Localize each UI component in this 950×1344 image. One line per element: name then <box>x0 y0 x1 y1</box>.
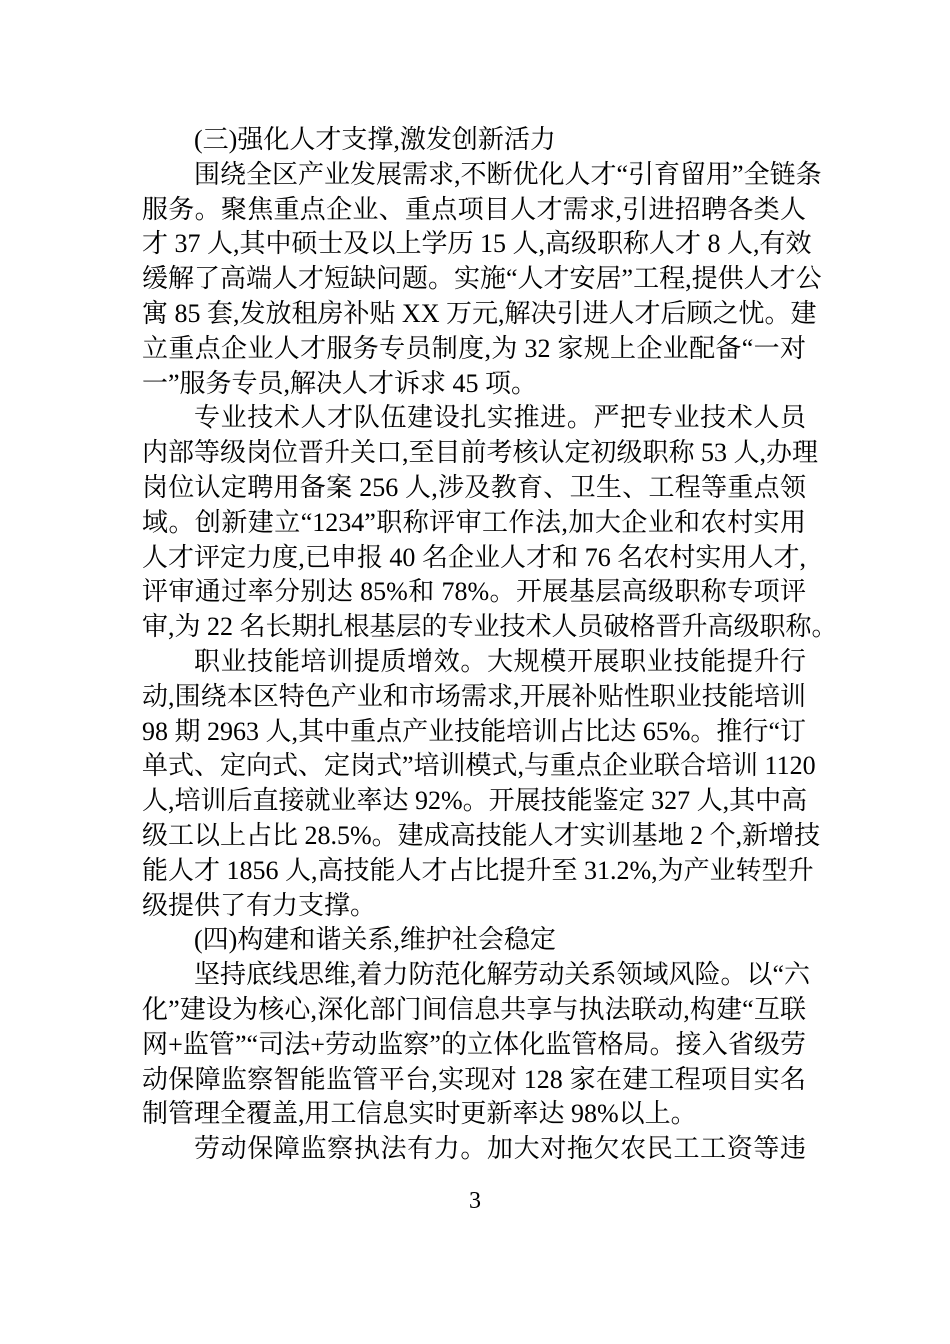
text-line: 审,为 22 名长期扎根基层的专业技术人员破格晋升高级职称。 <box>142 612 838 642</box>
text-line: 才 37 人,其中硕士及以上学历 15 人,高级职称人才 8 人,有效 <box>142 229 812 259</box>
text-line: 劳动保障监察执法有力。加大对拖欠农民工工资等违 <box>194 1134 806 1164</box>
text-line: 坚持底线思维,着力防范化解劳动关系领域风险。以“六 <box>194 960 811 990</box>
text-line: 域。创新建立“1234”职称评审工作法,加大企业和农村实用 <box>142 507 806 537</box>
text-line: 人才评定力度,已申报 40 名企业人才和 76 名农村实用人才, <box>142 542 806 572</box>
text-line: 岗位认定聘用备案 256 人,涉及教育、卫生、工程等重点领 <box>142 472 806 502</box>
text-line: 评审通过率分别达 85%和 78%。开展基层高级职称专项评 <box>142 577 806 607</box>
text-line: 立重点企业人才服务专员制度,为 32 家规上企业配备“一对 <box>142 333 806 363</box>
text-line: 职业技能培训提质增效。大规模开展职业技能提升行 <box>194 646 806 676</box>
document-body <box>142 123 838 1167</box>
page-number: 3 <box>469 1188 481 1214</box>
text-line: 寓 85 套,发放租房补贴 XX 万元,解决引进人才后顾之忧。建 <box>142 298 817 328</box>
text-line: (三)强化人才支撑,激发创新活力 <box>194 125 556 154</box>
text-line: (四)构建和谐关系,维护社会稳定 <box>194 925 556 955</box>
text-line: 专业技术人才队伍建设扎实推进。严把专业技术人员 <box>194 403 806 433</box>
text-line: 动保障监察智能监管平台,实现对 128 家在建工程项目实名 <box>142 1064 806 1094</box>
text-line: 98 期 2963 人,其中重点产业技能培训占比达 65%。推行“订 <box>142 716 806 746</box>
text-line: 服务。聚焦重点企业、重点项目人才需求,引进招聘各类人 <box>142 194 806 224</box>
text-line: 化”建设为核心,深化部门间信息共享与执法联动,构建“互联 <box>142 994 806 1024</box>
text-line: 单式、定向式、定岗式”培训模式,与重点企业联合培训 1120 <box>142 751 816 781</box>
text-line: 缓解了高端人才短缺问题。实施“人才安居”工程,提供人才公 <box>142 264 822 294</box>
text-line: 能人才 1856 人,高技能人才占比提升至 31.2%,为产业转型升 <box>142 855 814 885</box>
text-line: 人,培训后直接就业率达 92%。开展技能鉴定 327 人,其中高 <box>142 786 808 816</box>
text-line: 网+监管”“司法+劳动监察”的立体化监管格局。接入省级劳 <box>142 1029 806 1059</box>
text-line: 一”服务专员,解决人才诉求 45 项。 <box>142 368 538 398</box>
text-line: 制管理全覆盖,用工信息实时更新率达 98%以上。 <box>142 1099 697 1129</box>
text-line: 内部等级岗位晋升关口,至目前考核认定初级职称 53 人,办理 <box>142 438 819 468</box>
text-line: 围绕全区产业发展需求,不断优化人才“引育留用”全链条 <box>194 159 822 189</box>
text-line: 级提供了有力支撑。 <box>142 890 377 920</box>
text-line: 级工以上占比 28.5%。建成高技能人才实训基地 2 个,新增技 <box>142 820 821 850</box>
text-line: 动,围绕本区特色产业和市场需求,开展补贴性职业技能培训 <box>142 681 806 711</box>
